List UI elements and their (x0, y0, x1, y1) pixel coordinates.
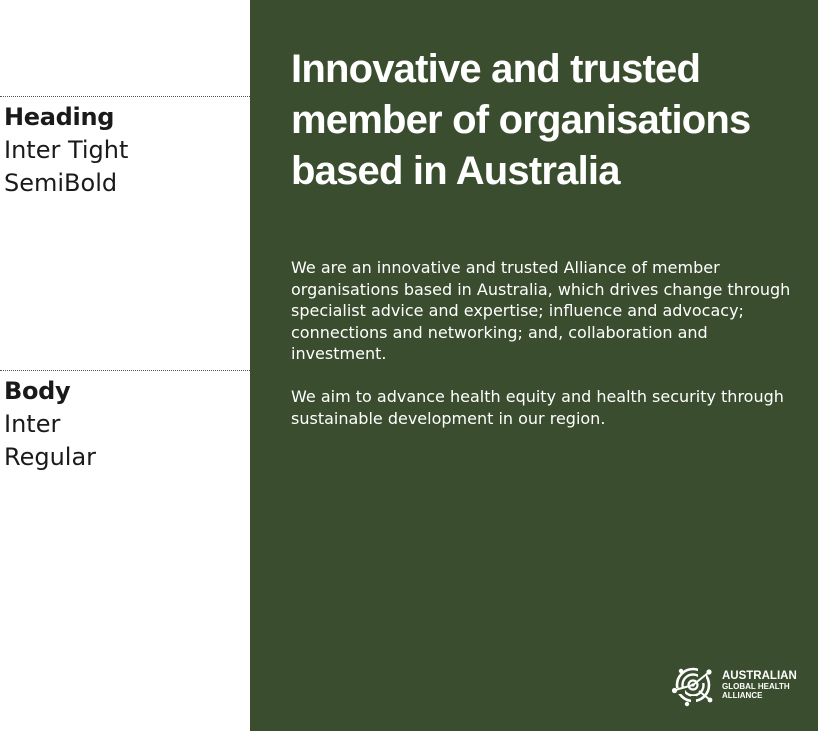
heading-annotation-title: Heading (4, 103, 115, 131)
body-font-weight: Regular (4, 443, 97, 471)
alliance-logo (671, 663, 797, 707)
logo-line-global-health: GLOBAL HEALTH (722, 682, 790, 691)
body-font-name: Inter (4, 410, 61, 438)
panel-paragraph: We are an innovative and trusted Alliance of member organisations based in Australia, which drives change through specialist advice and expertise; influence and advocacy; connections and networking; and, collaboration and investment. (291, 258, 791, 363)
green-content-panel (250, 0, 818, 731)
logo-wordmark (722, 670, 797, 700)
heading-font-annotation (4, 101, 128, 200)
heading-font-name: Inter Tight (4, 136, 129, 164)
logo-line-australian: AUSTRALIAN (722, 670, 797, 682)
panel-paragraph: We aim to advance health equity and health security through sustainable development in our region. (291, 387, 784, 428)
heading-font-weight: SemiBold (4, 169, 118, 197)
logo-line-alliance: ALLIANCE (722, 691, 763, 700)
body-annotation-title: Body (4, 377, 71, 405)
globe-circuit-icon (671, 663, 715, 707)
body-font-annotation (4, 375, 96, 474)
panel-headline: Innovative and trusted member of organisations based in Australia (291, 47, 751, 193)
